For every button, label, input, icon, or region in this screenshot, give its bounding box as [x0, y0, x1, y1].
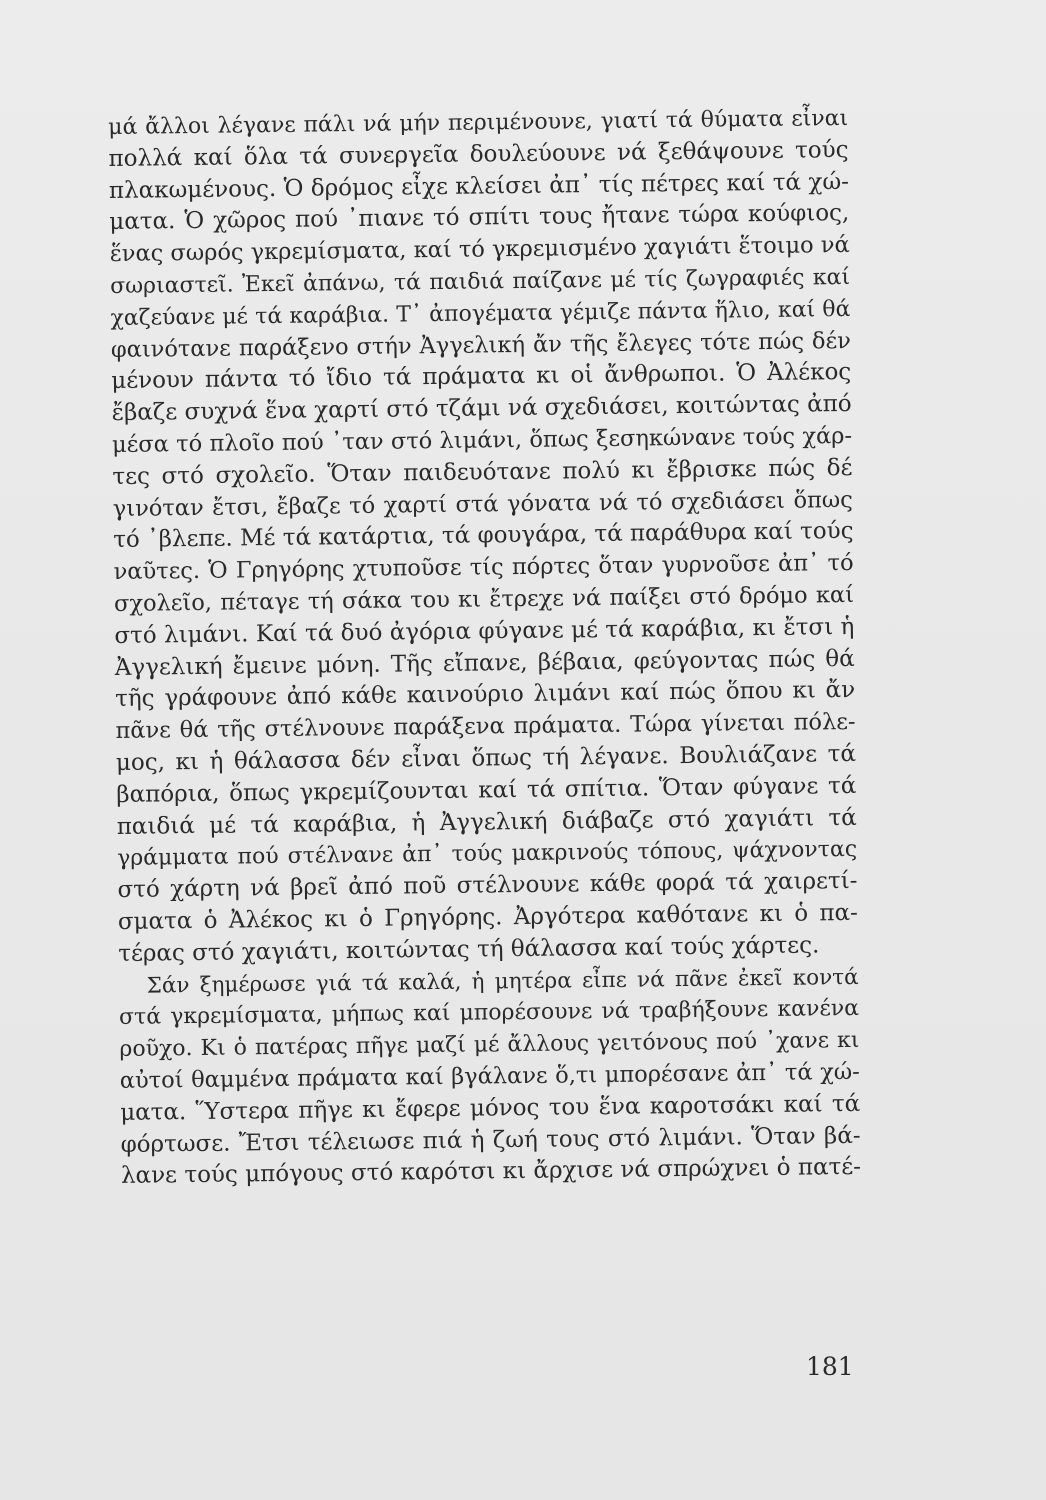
- text-line: φαινότανε παράξενο στήν Ἀγγελική ἄν τῆς ἔλεγες τότε πώς δέν: [110, 327, 852, 363]
- text-line: χαζεύανε μέ τά καράβια. Τ᾿ ἀπογέματα γέμιζε πάντα ἥλιο, καί θά: [110, 296, 851, 331]
- text-line: τό ᾿βλεπε. Μέ τά κατάρτια, τά φουγάρα, τά παράθυρα καί τούς: [113, 518, 854, 554]
- text-line: γράμματα πού στέλνανε ἀπ᾿ τούς μακρινούς τόπους, ψάχνοντας: [116, 837, 858, 872]
- paragraph-2: [118, 961, 861, 1193]
- text-line: γινόταν ἔτσι, ἔβαζε τό χαρτί στά γόνατα νά τό σχεδιάσει ὅπως: [112, 486, 853, 522]
- text-line: λανε τούς μπόγους στό καρότσι κι ἄρχισε νά σπρώχνει ὁ πατέ-: [120, 1154, 862, 1190]
- text-line: στό χάρτη νά βρεῖ ἀπό ποῦ στέλνουνε κάθε φορά τά χαιρετί-: [117, 868, 858, 904]
- text-line: ἕνας σωρός γκρεμίσματα, καί τό γκρεμισμένο χαγιάτι ἕτοιμο νά: [109, 232, 850, 268]
- text-line: ἔβαζε συχνά ἕνα χαρτί στό τζάμι νά σχεδιάσει, κοιτώντας ἀπό: [111, 391, 852, 427]
- text-line: μος, κι ἡ θάλασσα δέν εἶναι ὅπως τή λέγανε. Βουλιάζανε τά: [115, 740, 857, 776]
- text-line: μέσα τό πλοῖο πού ᾿ταν στό λιμάνι, ὅπως ξεσηκώνανε τούς χάρ-: [111, 422, 853, 458]
- text-line: τῆς γράφουνε ἀπό κάθε καινούριο λιμάνι καί πώς ὅπου κι ἄν: [115, 677, 856, 713]
- text-line: Σάν ξημέρωσε γιά τά καλά, ἡ μητέρα εἶπε νά πᾶνε ἐκεῖ κοντά: [146, 964, 859, 999]
- text-line: πλακωμένους. Ὁ δρόμος εἶχε κλείσει ἀπ᾿ τίς πέτρες καί τά χώ-: [108, 168, 850, 204]
- text-line: τες στό σχολεῖο. Ὅταν παιδευότανε πολύ κι ἔβρισκε πώς δέ: [112, 454, 853, 490]
- text-line: στό λιμάνι. Καί τά δυό ἀγόρια φύγανε μέ τά καράβια, κι ἔτσι ἡ: [114, 613, 855, 649]
- text-line: σχολεῖο, πέταγε τή σάκα του κι ἔτρεχε νά παίξει στό δρόμο καί: [113, 581, 855, 617]
- text-line: σματα ὁ Ἀλέκος κι ὁ Γρηγόρης. Ἀργότερα καθότανε κι ὁ πα-: [117, 899, 858, 935]
- page-number: 181: [806, 1352, 854, 1381]
- body-text: [108, 103, 861, 1193]
- text-line: μά ἄλλοι λέγανε πάλι νά μήν περιμένουνε, γιατί τά θύματα εἶναι: [108, 105, 849, 140]
- text-line: σωριαστεῖ. Ἐκεῖ ἀπάνω, τά παιδιά παίζανε μέ τίς ζωγραφιές καί: [109, 264, 851, 299]
- text-line: ναῦτες. Ὁ Γρηγόρης χτυποῦσε τίς πόρτες ὅταν γυρνοῦσε ἀπ᾿ τό: [113, 550, 854, 586]
- text-line: πολλά καί ὅλα τά συνεργεῖα δουλεύουνε νά ξεθάψουνε τούς: [108, 136, 849, 172]
- text-line: ματα. Ὕστερα πῆγε κι ἔφερε μόνος του ἕνα καροτσάκι καί τά: [120, 1090, 861, 1126]
- text-line: μένουν πάντα τό ἴδιο τά πράματα κι οἱ ἄνθρωποι. Ὁ Ἀλέκος: [111, 359, 852, 395]
- text-line: τέρας στό χαγιάτι, κοιτώντας τή θάλασσα καί τούς χάρτες.: [118, 932, 820, 967]
- text-line: αὐτοί θαμμένα πράματα καί βγάλανε ὅ,τι μπορέσανε ἀπ᾿ τά χώ-: [119, 1058, 860, 1094]
- text-line: φόρτωσε. Ἔτσι τέλειωσε πιά ἡ ζωή τους στό λιμάνι. Ὅταν βά-: [120, 1122, 861, 1158]
- text-line: στά γκρεμίσματα, μήπως καί μπορέσουνε νά τραβήξουνε κανένα: [118, 996, 860, 1031]
- text-line: παιδιά μέ τά καράβια, ἡ Ἀγγελική διάβαζε στό χαγιάτι τά: [116, 804, 857, 840]
- paragraph-1: [108, 103, 858, 970]
- text-line: ματα. Ὁ χῶρος πού ᾿πιανε τό σπίτι τους ἤτανε τώρα κούφιος,: [109, 200, 850, 236]
- text-line: πᾶνε θά τῆς στέλνουνε παράξενα πράματα. Τώρα γίνεται πόλε-: [115, 709, 856, 745]
- text-line: Ἀγγελική ἔμεινε μόνη. Τῆς εἴπανε, βέβαια, φεύγοντας πώς θά: [114, 645, 855, 681]
- text-line: ροῦχο. Κι ὁ πατέρας πῆγε μαζί μέ ἄλλους γειτόνους πού ᾿χανε κι: [119, 1027, 860, 1063]
- text-line: βαπόρια, ὅπως γκρεμίζουνται καί τά σπίτια. Ὅταν φύγανε τά: [116, 772, 857, 808]
